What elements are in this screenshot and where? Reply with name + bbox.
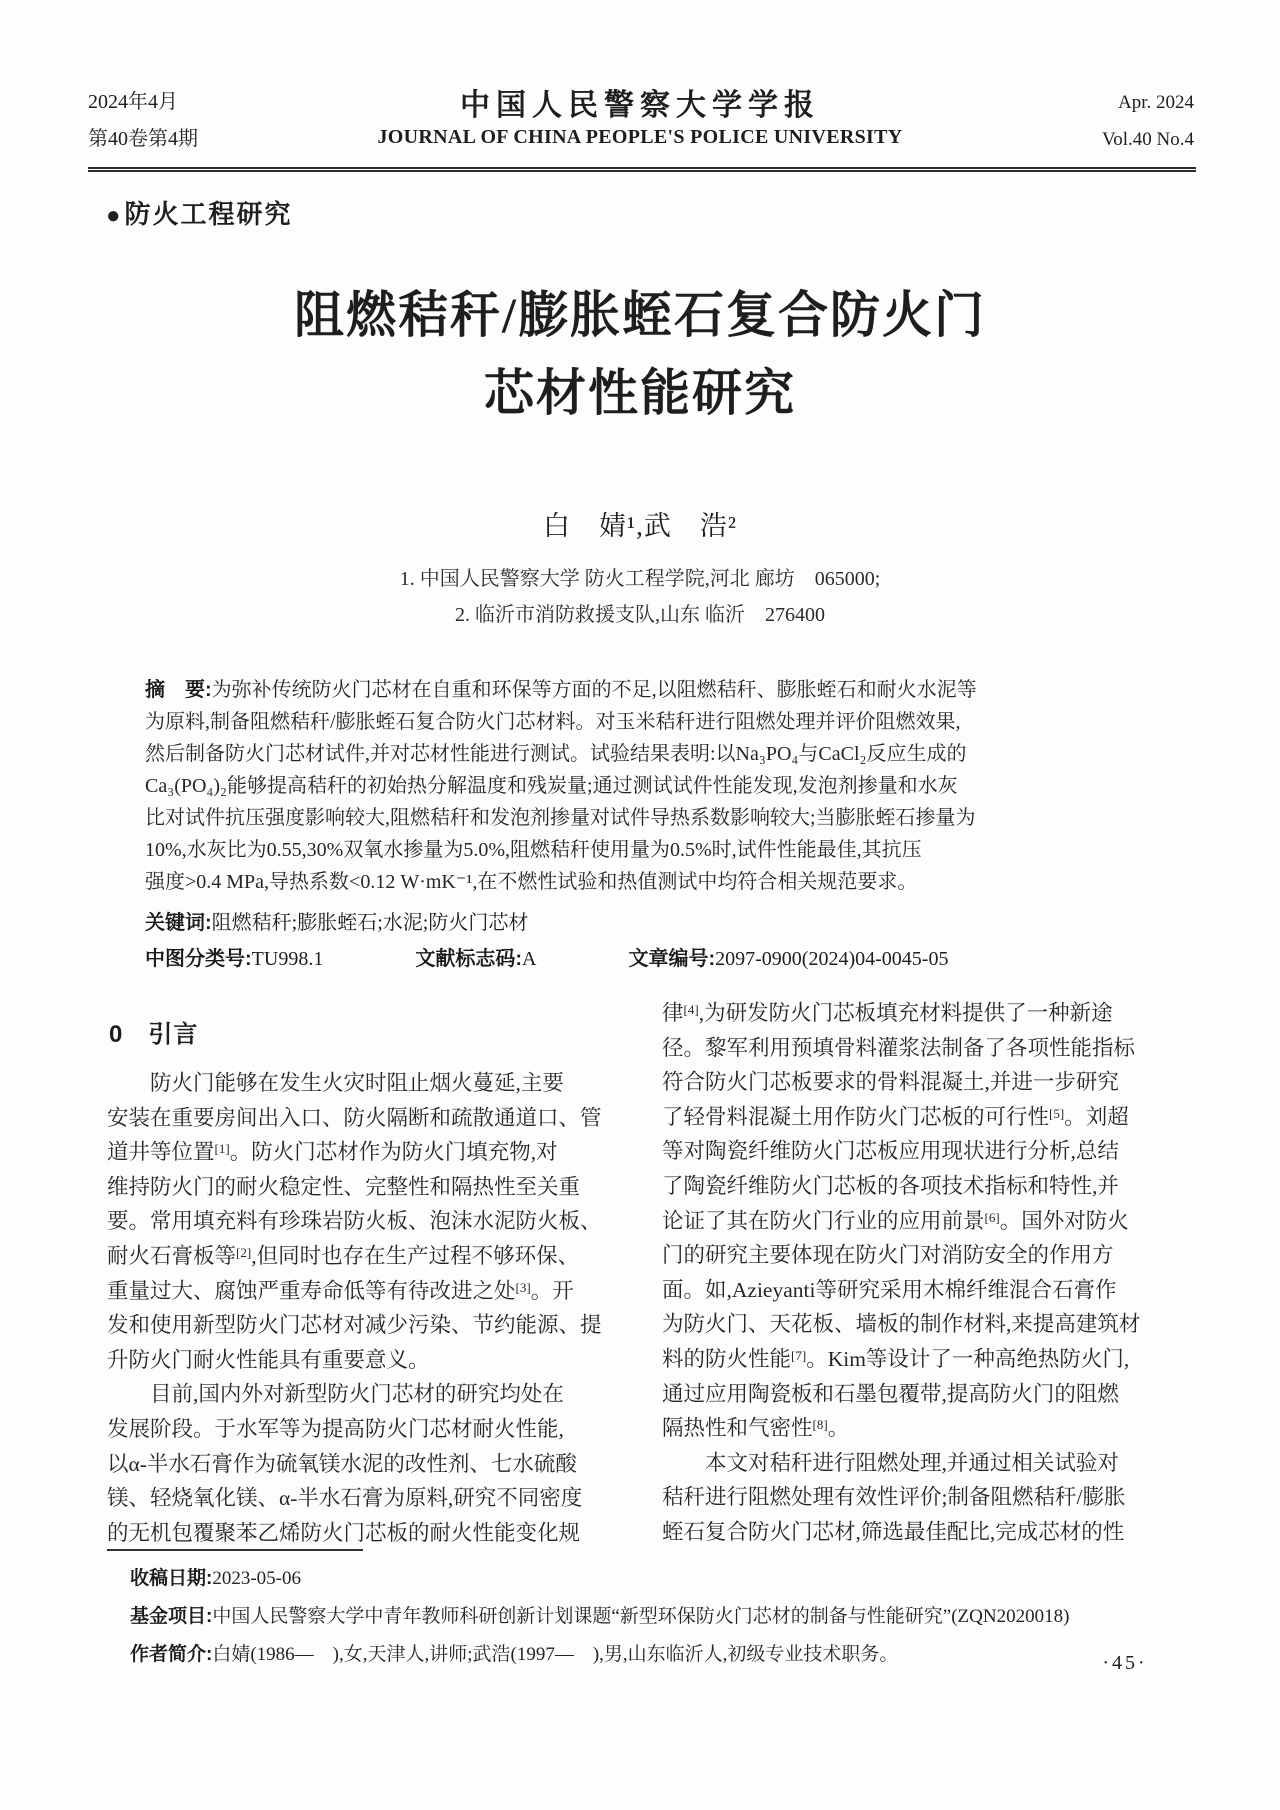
body-text-line: 要。常用填充料有珍珠岩防火板、泡沫水泥防火板、 [107,1209,602,1234]
body-text-line: 重量过大、腐蚀严重寿命低等有待改进之处[3]。开 [107,1278,574,1303]
body-text-line: 通过应用陶瓷板和石墨包覆带,提高防火门的阻燃 [662,1381,1119,1406]
body-text-line: 料的防火性能[7]。Kim等设计了一种高绝热防火门, [662,1346,1130,1371]
article-title-line1: 阻燃秸秆/膨胀蛭石复合防火门 [294,287,986,343]
affiliation-1: 1. 中国人民警察大学 防火工程学院,河北 廊坊 065000; [399,568,881,590]
body-text-line: 目前,国内外对新型防火门芯材的研究均处在 [107,1382,564,1407]
body-text-line: 防火门能够在发生火灾时阻止烟火蔓延,主要 [107,1071,564,1095]
issue-date-en: Apr. 2024 [1118,92,1194,113]
section-0-heading: 0 引言 [109,1021,199,1048]
body-column-left [107,1066,649,1550]
abstract-block [145,674,1141,898]
masthead-divider-rule [88,167,1196,172]
body-text-line: 等对陶瓷纤维防火门芯板应用现状进行分析,总结 [662,1139,1119,1164]
footnote-divider-rule [107,1549,363,1551]
abstract-line: 比对试件抗压强度影响较大,阻燃秸秆和发泡剂掺量对试件导热系数影响较大;当膨胀蛭石掺量为 [145,807,976,829]
body-text-line: 发展阶段。于水军等为提高防火门芯材耐火性能, [107,1416,564,1441]
footnote-block [130,1560,1069,1674]
body-text-line: 道井等位置[1]。防火门芯材作为防火门填充物,对 [107,1140,558,1165]
volume-issue-cn: 第40卷第4期 [88,128,198,150]
issue-date-cn: 2024年4月 [88,91,178,113]
keywords-line [145,906,528,935]
body-text-line: 本文对秸秆进行阻燃处理,并通过相关试验对 [662,1450,1119,1475]
fund-project-line: 基金项目:中国人民警察大学中青年教师科研创新计划课题“新型环保防火门芯材的制备与性能研究”(ZQN2020018) [130,1606,1070,1627]
abstract-line: 然后制备防火门芯材试件,并对芯材性能进行测试。试验结果表明:以Na₃PO₄与CaCl₂反应生成的 [145,743,967,765]
body-text-line: 以α-半水石膏作为硫氧镁水泥的改性剂、七水硫酸 [107,1451,577,1476]
volume-issue-en: Vol.40 No.4 [1101,129,1194,150]
author-names: 白 婧¹,武 浩² [543,511,737,541]
document-code: 文献标志码:A [415,948,537,970]
abstract-line: Ca₃(PO₄)₂能够提高秸秆的初始热分解温度和残炭量;通过测试试件性能发现,发泡剂掺量和水灰 [145,775,958,797]
body-text-line: 安装在重要房间出入口、防火隔断和疏散通道口、管 [107,1105,602,1130]
article-title-line2: 芯材性能研究 [484,365,796,421]
clc-number: 中图分类号:TU998.1 [145,948,324,970]
article-id: 文章编号:2097-0900(2024)04-0045-05 [628,948,949,970]
body-text-line: 面。如,Azieyanti等研究采用木棉纤维混合石膏作 [662,1277,1117,1302]
body-text-line: 的无机包覆聚苯乙烯防火门芯板的耐火性能变化规 [107,1520,581,1545]
body-text-line: 门的研究主要体现在防火门对消防安全的作用方 [662,1243,1114,1268]
section-marker [106,194,293,231]
body-text-line: 耐火石膏板等[2],但同时也存在生产过程不够环保、 [107,1243,580,1268]
body-text-line: 发和使用新型防火门芯材对减少污染、节约能源、提 [107,1313,602,1338]
body-text-line: 为防火门、天花板、墙板的制作材料,来提高建筑材 [662,1312,1141,1337]
body-text-line: 蛭石复合防火门芯材,筛选最佳配比,完成芯材的性 [662,1519,1125,1544]
body-text-line: 镁、轻烧氧化镁、α-半水石膏为原料,研究不同密度 [107,1486,583,1511]
journal-title-en: JOURNAL OF CHINA PEOPLE'S POLICE UNIVERSITY [377,126,903,148]
body-text-line: 维持防火门的耐火稳定性、完整性和隔热性至关重 [107,1174,581,1199]
body-text-line: 律[4],为研发防火门芯板填充材料提供了一种新途 [662,1001,1113,1025]
abstract-line: 强度>0.4 MPa,导热系数<0.12 W·mK⁻¹,在不燃性试验和热值测试中均符合相关规范要求。 [145,871,918,893]
affiliation-2: 2. 临沂市消防救援支队,山东 临沂 276400 [455,604,825,626]
journal-title-cn: 中国人民警察大学学报 [460,89,820,122]
section-bullet-icon: ● [106,202,123,229]
page-number: ·45· [1102,1652,1148,1674]
body-text-line: 了陶瓷纤维防火门芯板的各项技术指标和特性,并 [662,1173,1119,1198]
keywords-label: 关键词: [145,912,212,934]
abstract-line: 10%,水灰比为0.55,30%双氧水掺量为5.0%,阻燃秸秆使用量为0.5%时,试件性能最佳,其抗压 [145,839,922,861]
abstract-lines [145,706,1141,898]
received-date-line: 收稿日期:2023-05-06 [130,1568,301,1589]
masthead-right [1102,84,1194,158]
article-title [0,276,1280,432]
abstract-label: 摘 要: [145,679,212,701]
body-text-line: 符合防火门芯板要求的骨料混凝土,并进一步研究 [662,1070,1119,1095]
body-text-line: 升防火门耐火性能具有重要意义。 [107,1347,430,1372]
abstract-first-line: 摘 要:为弥补传统防火门芯材在自重和环保等方面的不足,以阻燃秸秆、膨胀蛭石和耐火水泥等 [145,679,977,701]
author-bio-line: 作者简介:白婧(1986— ),女,天津人,讲师;武浩(1997— ),男,山东临沂人,初级专业技术职务。 [130,1644,899,1665]
body-text-line: 秸秆进行阻燃处理有效性评价;制备阻燃秸秆/膨胀 [662,1485,1126,1510]
body-column-right [662,996,1204,1550]
body-text-line: 了轻骨料混凝土用作防火门芯板的可行性[5]。刘超 [662,1104,1129,1129]
keywords-text: 阻燃秸秆;膨胀蛭石;水泥;防火门芯材 [211,912,529,934]
classification-line [145,942,948,971]
body-text-line: 径。黎军利用预填骨料灌浆法制备了各项性能指标 [662,1035,1136,1060]
body-text-line: 隔热性和气密性[8]。 [662,1416,850,1441]
body-text-line: 论证了其在防火门行业的应用前景[6]。国外对防火 [662,1208,1129,1233]
section-marker-label: 防火工程研究 [124,199,293,229]
abstract-line: 为原料,制备阻燃秸秆/膨胀蛭石复合防火门芯材料。对玉米秸秆进行阻燃处理并评价阻燃效果, [145,711,961,733]
